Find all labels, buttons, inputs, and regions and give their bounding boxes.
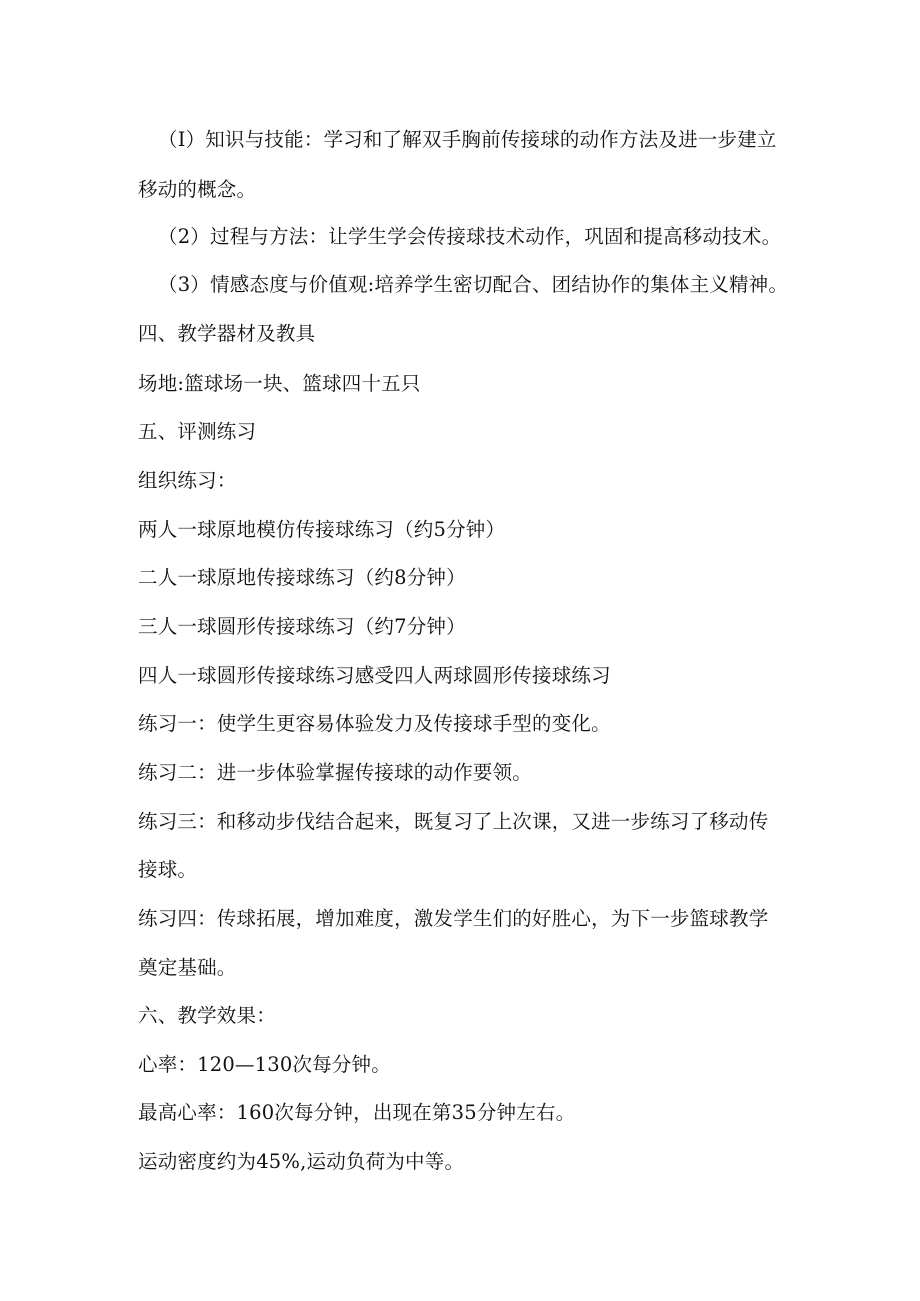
drill-2: 二人一球原地传接球练习（约8分钟） xyxy=(138,566,466,589)
practice-three-cont: 接球。 xyxy=(138,858,198,881)
section-heading-assessment: 五、评测练习 xyxy=(138,420,257,443)
practice-three: 练习三：和移动步伐结合起来，既复习了上次课，又进一步练习了移动传 xyxy=(138,810,769,833)
objective-process-methods: （2）过程与方法：让学生学会传接球技术动作，巩固和提高移动技术。 xyxy=(158,225,782,248)
equipment-venue: 场地:篮球场一块、篮球四十五只 xyxy=(138,372,421,395)
heart-rate: 心率：120—130次每分钟。 xyxy=(138,1053,391,1076)
objective-attitudes-values: （3）情感态度与价值观:培养学生密切配合、团结协作的集体主义精神。 xyxy=(158,273,789,296)
max-heart-rate: 最高心率：160次每分钟，出现在第35分钟左右。 xyxy=(138,1101,576,1124)
section-heading-results: 六、教学效果： xyxy=(138,1004,276,1027)
exercise-density: 运动密度约为45%,运动负荷为中等。 xyxy=(138,1150,465,1173)
objective-knowledge-skills: （I）知识与技能：学习和了解双手胸前传接球的动作方法及进一步建立 xyxy=(158,128,777,151)
practice-four-cont: 奠定基础。 xyxy=(138,956,237,979)
drill-3: 三人一球圆形传接球练习（约7分钟） xyxy=(138,615,466,638)
practice-two: 练习二：进一步体验掌握传接球的动作要领。 xyxy=(138,761,533,784)
section-heading-equipment: 四、教学器材及教具 xyxy=(138,322,316,345)
organized-practice-label: 组织练习： xyxy=(138,469,237,492)
practice-one: 练习一：使学生更容易体验发力及传接球手型的变化。 xyxy=(138,712,611,735)
practice-four: 练习四：传球拓展，增加难度，激发学生们的好胜心，为下一步篮球教学 xyxy=(138,907,769,930)
drill-1: 两人一球原地模仿传接球练习（约5分钟） xyxy=(138,518,506,541)
objective-knowledge-skills-cont: 移动的概念。 xyxy=(138,178,257,201)
drill-4: 四人一球圆形传接球练习感受四人两球圆形传接球练习 xyxy=(138,664,611,687)
